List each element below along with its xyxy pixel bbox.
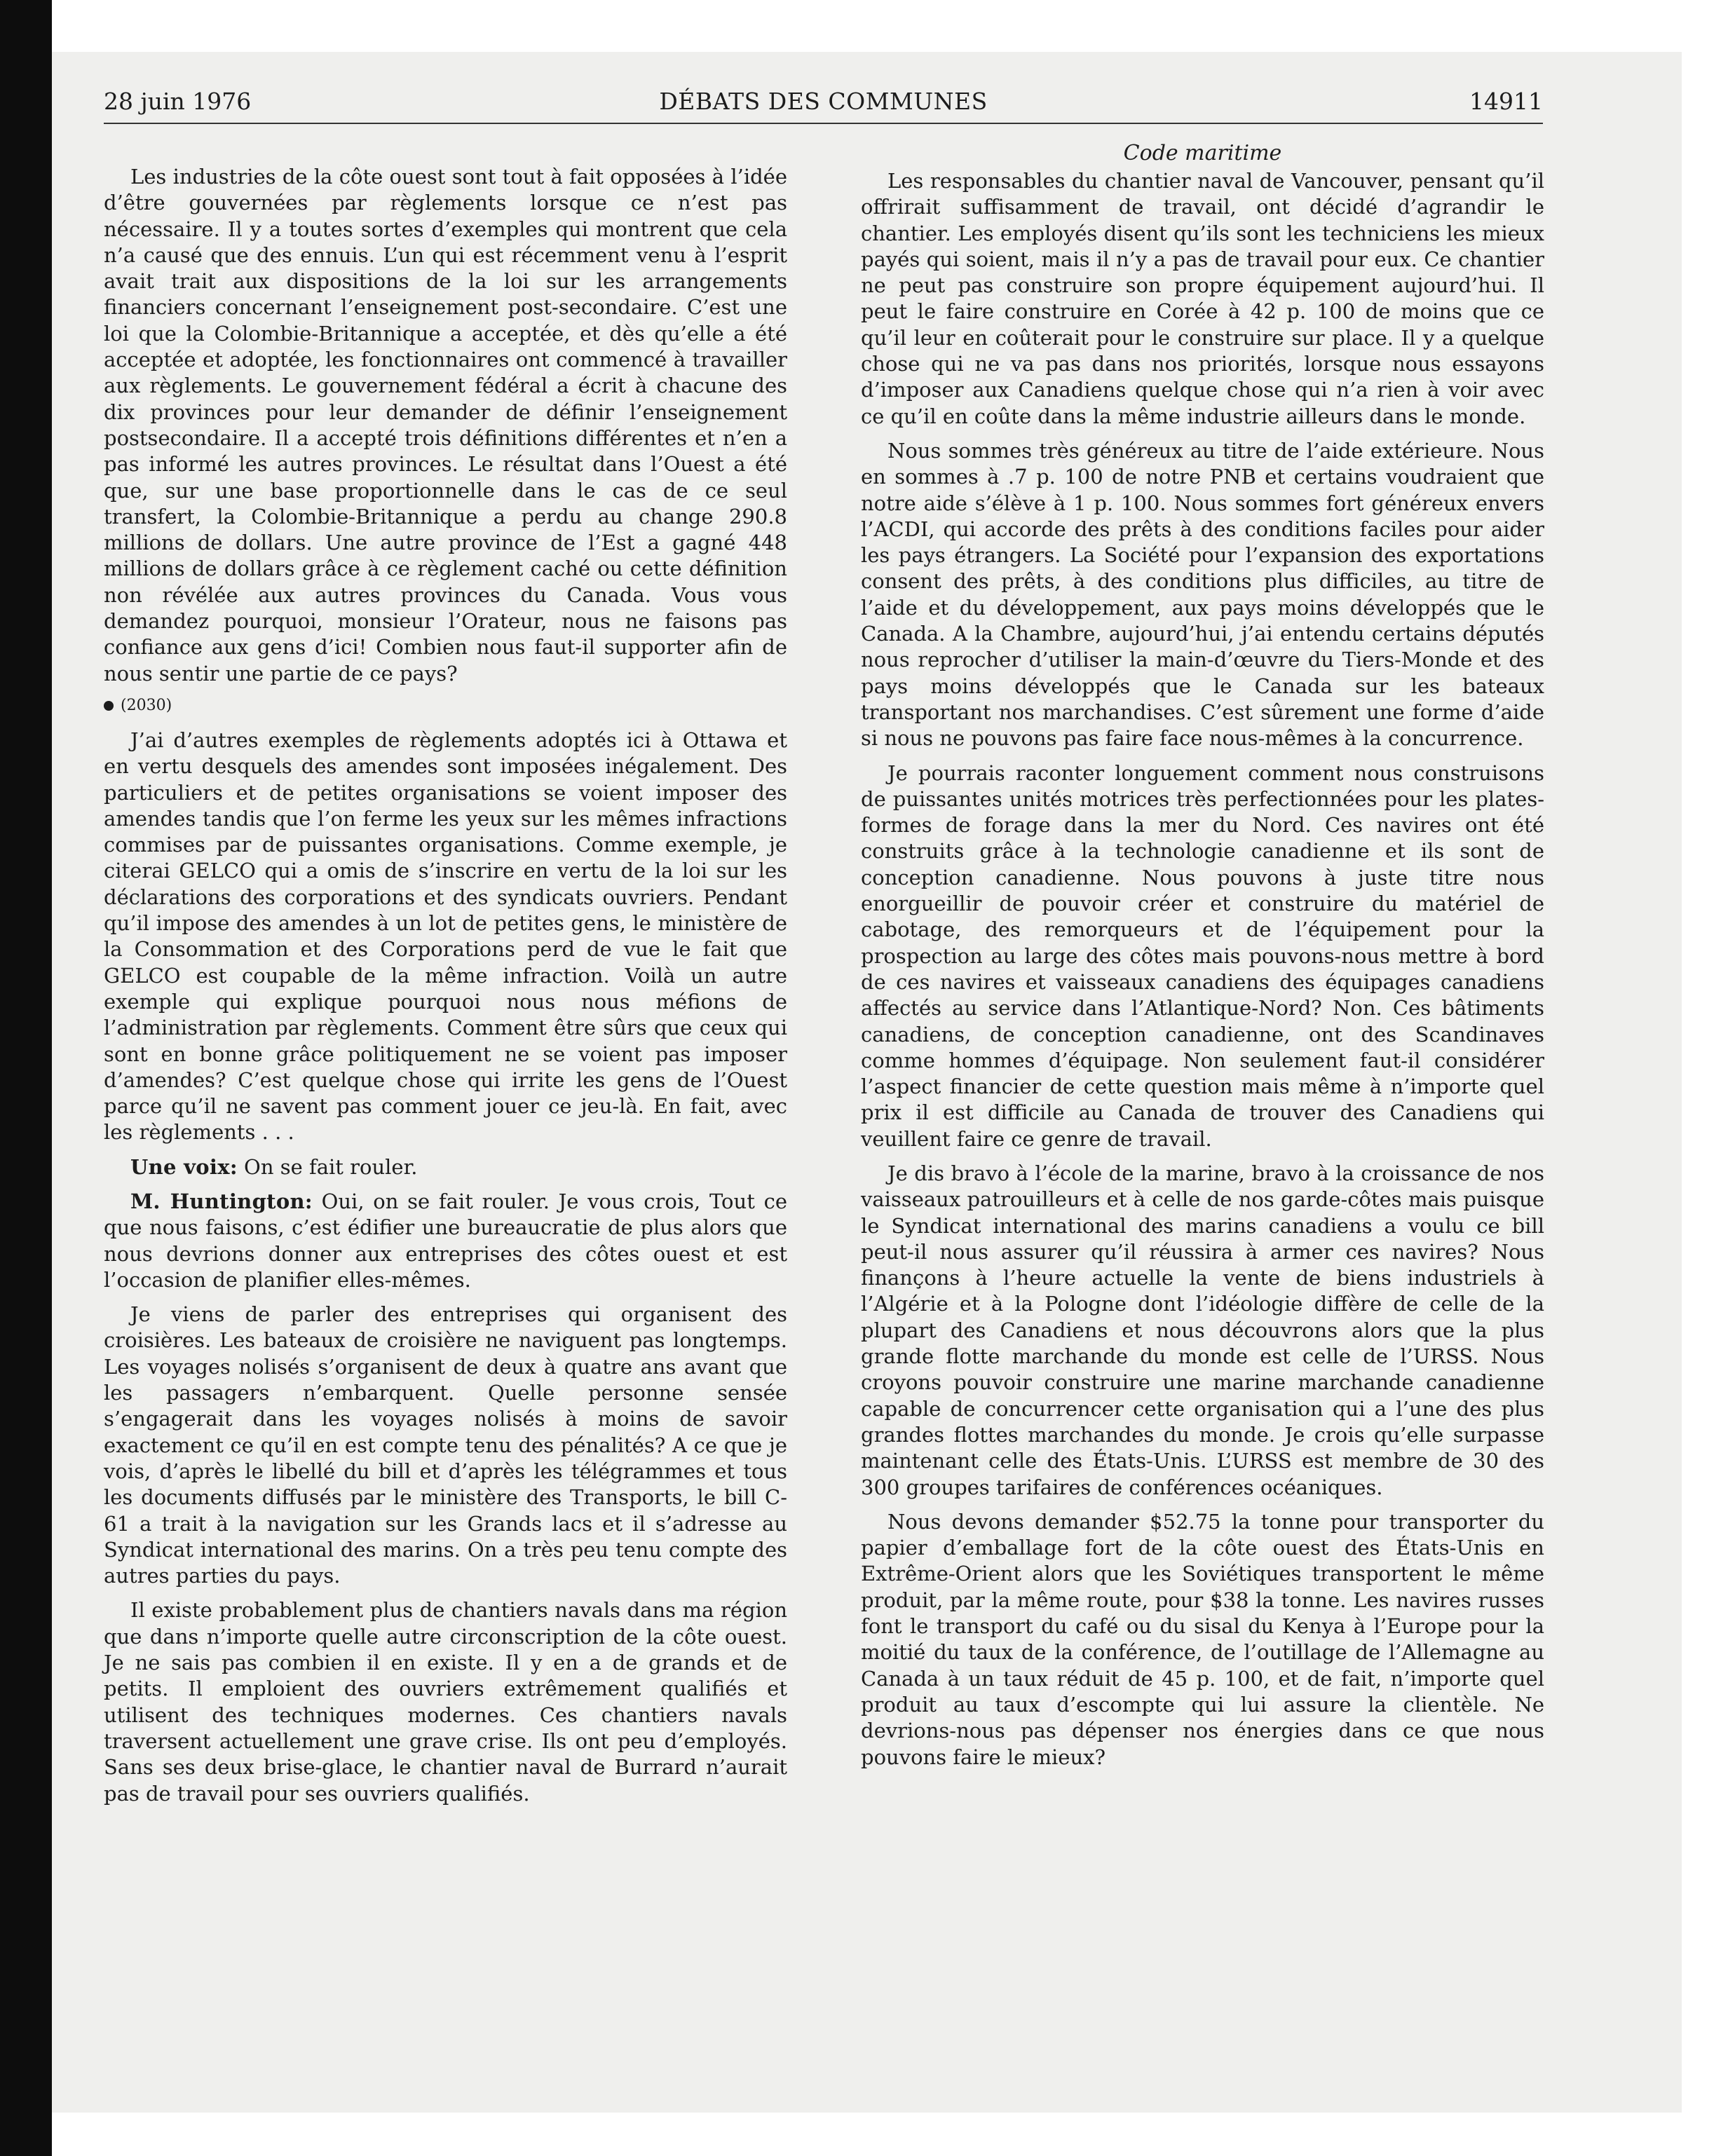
paragraph: Je viens de parler des entreprises qui organisent des croisières. Les bateaux de croisière ne naviguent pas longtemps. Les voyages nolisés s’organisent de deux à quatre ans avant que les passagers n’embarquent. Quelle personne sensée s’engagerait dans les voyages nolisés à moins de savoir exactement ce qu’il en est compte tenu des pénalités? A ce que je vois, d’après le libellé du bill et d’après les télégrammes et tous les documents diffusés par le ministère des Transports, le bill C-61 a trait à la navigation sur les Grands lacs et il s’adresse au Syndicat international des marins. On a très peu tenu compte des autres parties du pays. [104, 1302, 787, 1588]
paragraph: J’ai d’autres exemples de règlements adoptés ici à Ottawa et en vertu desquels des amendes sont imposées inégalement. Des particuliers et de petites organisations se voient imposer des amendes tandis que l’on ferme les yeux sur les mêmes infractions commises par de puissantes organisations. Comme exemple, je citerai GELCO qui a omis de s’inscrire en vertu de la loi sur les déclarations des corporations et des syndicats ouvriers. Pendant qu’il impose des amendes à un lot de petites gens, le ministère de la Consommation et des Corporations perd de vue le fait que GELCO est coupable de la même infraction. Voilà un autre exemple qui explique pourquoi nous nous méfions de l’administration par règlements. Comment être sûrs que ceux qui sont en bonne grâce politiquement ne se voient pas imposer d’amendes? C’est quelque chose qui irrite les gens de l’Ouest parce qu’il ne savent pas comment jouer ce jeu-là. En fait, avec les règlements . . . [104, 728, 787, 1145]
header-title: DÉBATS DES COMMUNES [659, 88, 988, 115]
paragraph: Nous sommes très généreux au titre de l’aide extérieure. Nous en sommes à .7 p. 100 de notre PNB et certains voudraient que notre aide s’élève à 1 p. 100. Nous sommes fort généreux envers l’ACDI, qui accorde des prêts à des conditions faciles pour aider les pays étrangers. La Société pour l’expansion des exportations consent des prêts, à des conditions plus difficiles, au titre de l’aide et du développement, aux pays moins développés que le Canada. A la Chambre, aujourd’hui, j’ai entendu certains députés nous reprocher d’utiliser la main-d’œuvre du Tiers-Monde et des pays moins développés que le Canada sur les bateaux transportant nos marchandises. C’est sûrement une forme d’aide si nous ne pouvons pas faire face nous-mêmes à la concurrence. [861, 438, 1544, 751]
header-date: 28 juin 1976 [104, 88, 252, 115]
paragraph: Les industries de la côte ouest sont tout à fait opposées à l’idée d’être gouvernées par règlements lorsque ce n’est pas nécessaire. Il y a toutes sortes d’exemples qui montrent que cela n’a causé que des ennuis. L’un qui est récemment venu à l’esprit avait trait aux dispositions de la loi sur les arrangements financiers concernant l’enseignement post-secondaire. C’est une loi que la Colombie-Britannique a acceptée, et dès qu’elle a été acceptée et adoptée, les fonctionnaires ont commencé à travailler aux règlements. Le gouvernement fédéral a écrit à chacune des dix provinces pour leur demander de définir l’enseignement postsecondaire. Il a accepté trois définitions différentes et n’en a pas informé les autres provinces. Le résultat dans l’Ouest a été que, sur une base proportionnelle dans le cas de ce seul transfert, la Colombie-Britannique a perdu au change 290.8 millions de dollars. Une autre province de l’Est a gagné 448 millions de dollars grâce à ce règlement caché ou cette définition non révélée aux autres provinces du Canada. Vous vous demandez pourquoi, monsieur l’Orateur, nous ne faisons pas confiance aux gens d’ici! Combien nous faut-il supporter afin de nous sentir une partie de ce pays? [104, 165, 787, 685]
speech-paragraph [104, 1189, 787, 1293]
bullet-dot-icon [104, 701, 114, 711]
header-page-number: 14911 [1469, 88, 1543, 115]
paragraph: Je pourrais raconter longuement comment nous construisons de puissantes unités motrices très perfectionnées pour les plates-formes de forage dans la mer du Nord. Ces navires ont été construits grâce à la technologie canadienne et ils sont de conception canadienne. Nous pouvons à juste titre nous enorgueillir de pouvoir créer et construire du matériel de cabotage, des remorqueurs et de l’équipement pour la prospection au large des côtes mais pouvons-nous mettre à bord de ces navires et vaisseaux canadiens des équipages canadiens affectés au service dans l’Atlantique-Nord? Non. Ces bâtiments canadiens, de conception canadienne, ont des Scandinaves comme hommes d’équipage. Non seulement faut-il considérer l’aspect financier de cette question mais même à n’importe quel prix il est difficile au Canada de trouver des Canadiens qui veuillent faire ce genre de travail. [861, 760, 1544, 1151]
scan-border-left [0, 0, 52, 2156]
paragraph: Il existe probablement plus de chantiers navals dans ma région que dans n’importe quelle autre circonscription de la côte ouest. Je ne sais pas combien il en existe. Il y en a de grands et de petits. Il emploient des ouvriers extrêmement qualifiés et utilisent des techniques modernes. Ces chantiers navals traversent actuellement une grave crise. Ils ont peu d’employés. Sans ses deux brise-glace, le chantier naval de Burrard n’aurait pas de travail pour ses ouvriers qualifiés. [104, 1598, 787, 1806]
scan-margin-top [52, 0, 1735, 52]
time-marker-text: (2030) [121, 696, 172, 714]
speaker-name: M. Huntington: [130, 1189, 313, 1213]
right-column [861, 140, 1544, 1779]
speaker-name: Une voix: [130, 1154, 238, 1179]
paragraph: Je dis bravo à l’école de la marine, bravo à la croissance de nos vaisseaux patrouilleurs et à celle de nos garde-côtes mais puisque le Syndicat international des marins canadiens a voulu ce bill peut-il nous assurer qu’il réussira à armer ces navires? Nous finançons à l’heure actuelle la vente de biens industriels à l’Algérie et à la Pologne dont l’idéologie diffère de celle de la plupart des Canadiens et nous découvrons alors que la plus grande flotte marchande du monde est celle de l’URSS. Nous croyons pouvoir construire une marine marchande canadienne capable de concurrencer cette organisation qui a l’une des plus grandes flottes marchandes du monde. Je crois qu’elle surpasse maintenant celle des États-Unis. L’URSS est membre de 30 des 300 groupes tarifaires de conférences océaniques. [861, 1161, 1544, 1499]
interjection [104, 1154, 787, 1180]
speech-text: Oui, on se fait rouler. Je vous crois, Tout ce que nous faisons, c’est édifier une bureaucratie de plus alors que nous devrions donner aux entreprises des côtes ouest et est l’occasion de planifier elles-mêmes. [104, 1189, 787, 1292]
page-header [104, 81, 1543, 124]
paragraph: Nous devons demander $52.75 la tonne pour transporter du papier d’emballage fort de la côte ouest des États-Unis en Extrême-Orient alors que les Soviétiques transportent le même produit, par la même route, pour $38 la tonne. Les navires russes font le transport du café ou du sisal du Kenya à l’Europe pour la moitié du taux de la conférence, de l’outillage de l’Allemagne au Canada à un taux réduit de 45 p. 100, et de fait, n’importe quel produit au taux d’escompte qui lui assure la clientèle. Ne devrions-nous pas dépenser nos énergies dans ce que nous pouvons faire le mieux? [861, 1509, 1544, 1769]
section-heading: Code maritime [1123, 141, 1282, 165]
time-marker [104, 695, 787, 716]
left-column [104, 164, 787, 1815]
interjection-text: On se fait rouler. [237, 1154, 418, 1179]
paragraph: Les responsables du chantier naval de Vancouver, pensant qu’il offrirait suffisamment de travail, ont décidé d’agrandir le chantier. Les employés disent qu’ils sont les techniciens les mieux payés qui soient, mais il n’y a pas de travail pour eux. Ce chantier ne peut pas construire son propre équipement aujourd’hui. Il peut le faire construire en Corée à 42 p. 100 de moins que ce qu’il leur en coûterait pour le construire sur place. Il y a quelque chose qui ne va pas dans nos priorités, lorsque nous essayons d’imposer aux Canadiens quelque chose qui n’a rien à voir avec ce qu’il en coûte dans la même industrie ailleurs dans le monde. [861, 169, 1544, 428]
